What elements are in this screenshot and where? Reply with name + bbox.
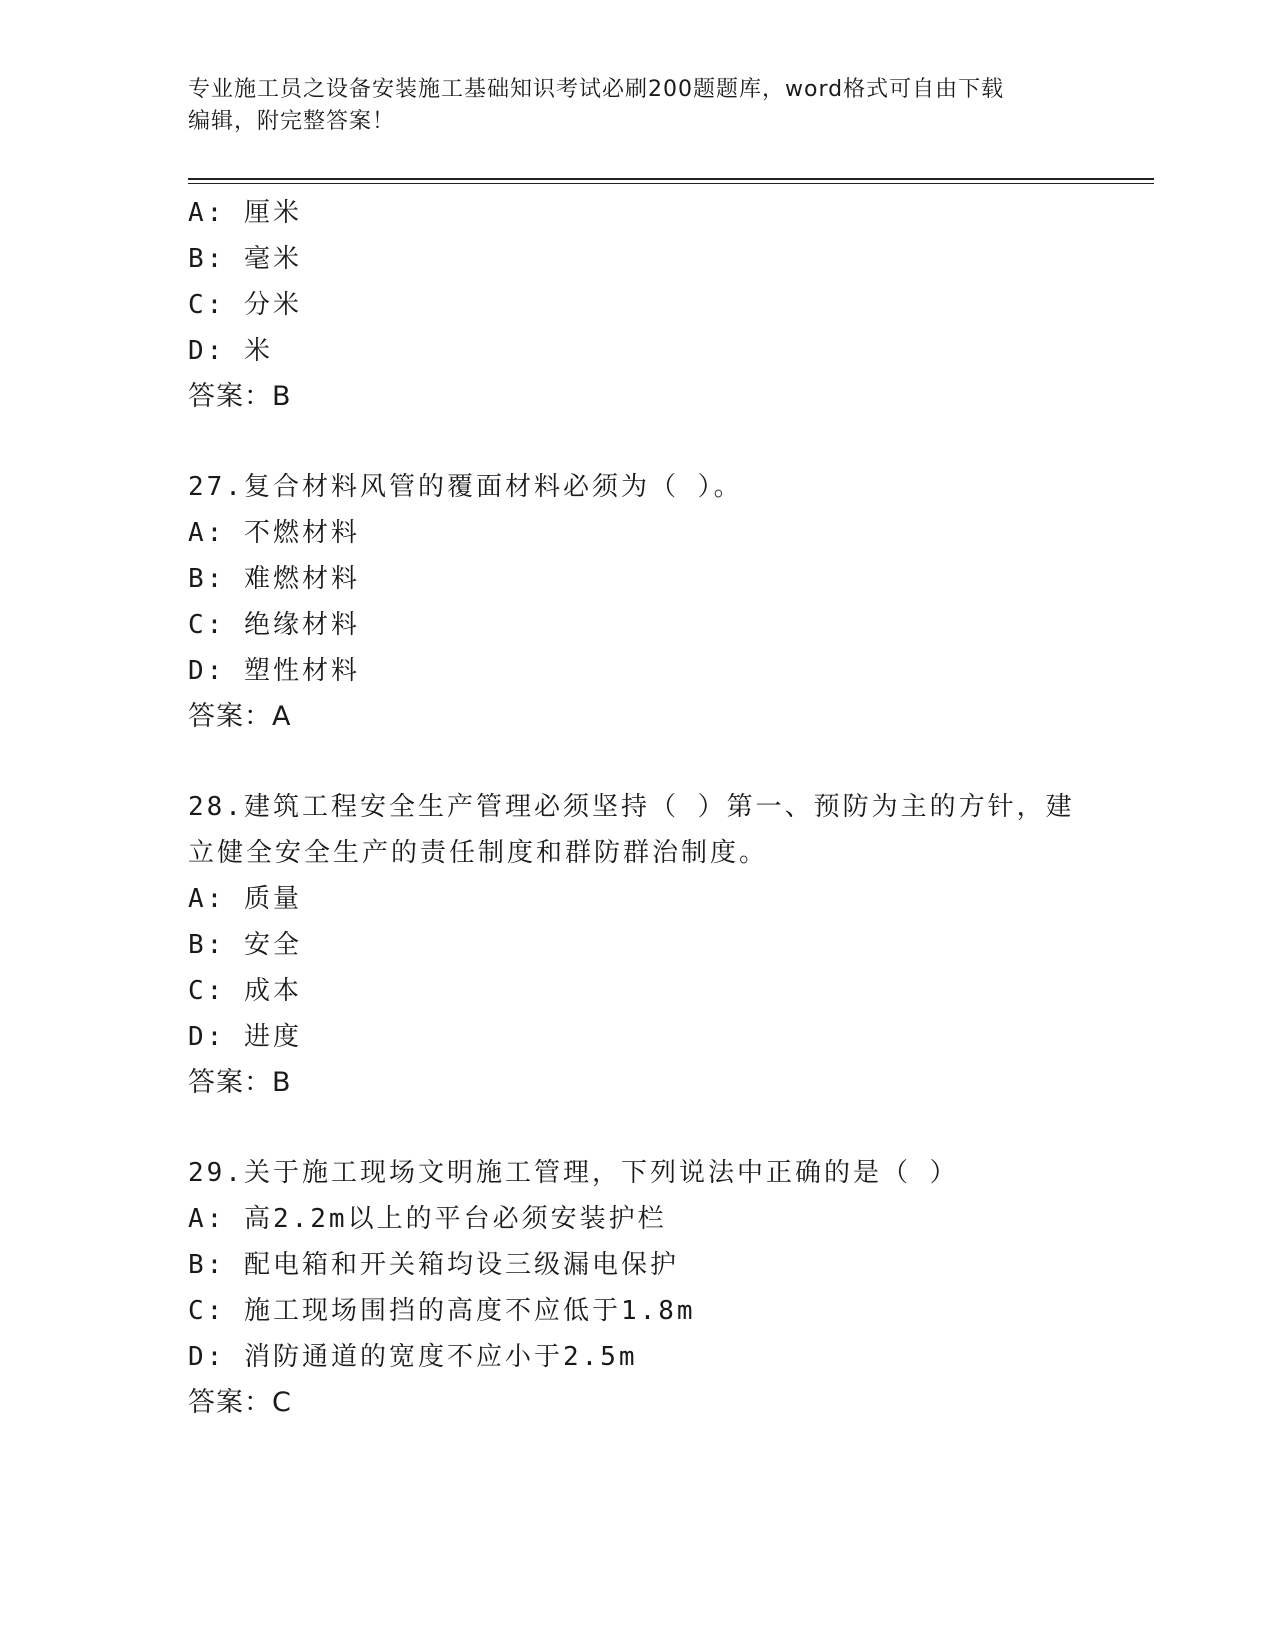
question-text: 29.关于施工现场文明施工管理，下列说法中正确的是（ ）: [188, 1158, 959, 1188]
header-title-line2: 编辑，附完整答案！: [188, 109, 396, 134]
option-d: D: 进度: [188, 1022, 302, 1052]
answer-line: 答案：B: [188, 1067, 292, 1098]
answer-line: 答案：B: [188, 381, 292, 412]
answer-line: 答案：A: [188, 701, 292, 732]
answer-line: 答案：C: [188, 1387, 292, 1418]
question-text-line1: 28.建筑工程安全生产管理必须坚持（ ）第一、预防为主的方针，建: [188, 792, 1075, 822]
option-a: A: 高2.2m以上的平台必须安装护栏: [188, 1204, 667, 1234]
option-c: C: 成本: [188, 976, 302, 1006]
question-list: [188, 190, 1088, 1470]
option-a: A: 质量: [188, 884, 302, 914]
option-c: C: 绝缘材料: [188, 610, 360, 640]
question-text: 27.复合材料风管的覆面材料必须为（ ）。: [188, 472, 743, 502]
header-title-line1: 专业施工员之设备安装施工基础知识考试必刷200题题库，word格式可自由下载: [188, 77, 1005, 102]
option-b: B: 安全: [188, 930, 302, 960]
option-c: C: 分米: [188, 290, 302, 320]
document-header: [188, 74, 1088, 138]
option-b: B: 配电箱和开关箱均设三级漏电保护: [188, 1250, 679, 1280]
question-block-26: [188, 190, 1088, 420]
header-divider-thin: [188, 183, 1154, 184]
question-text-line2: 立健全安全生产的责任制度和群防群治制度。: [188, 838, 769, 868]
question-block-29: [188, 1150, 1088, 1426]
option-a: A: 不燃材料: [188, 518, 360, 548]
question-block-27: [188, 464, 1088, 740]
option-c: C: 施工现场围挡的高度不应低于1.8m: [188, 1296, 696, 1326]
option-d: D: 塑性材料: [188, 656, 360, 686]
option-d: D: 米: [188, 336, 273, 366]
option-b: B: 难燃材料: [188, 564, 360, 594]
option-a: A: 厘米: [188, 198, 302, 228]
option-d: D: 消防通道的宽度不应小于2.5m: [188, 1342, 638, 1372]
question-block-28: [188, 784, 1088, 1106]
option-b: B: 毫米: [188, 244, 302, 274]
header-divider-thick: [188, 178, 1154, 180]
